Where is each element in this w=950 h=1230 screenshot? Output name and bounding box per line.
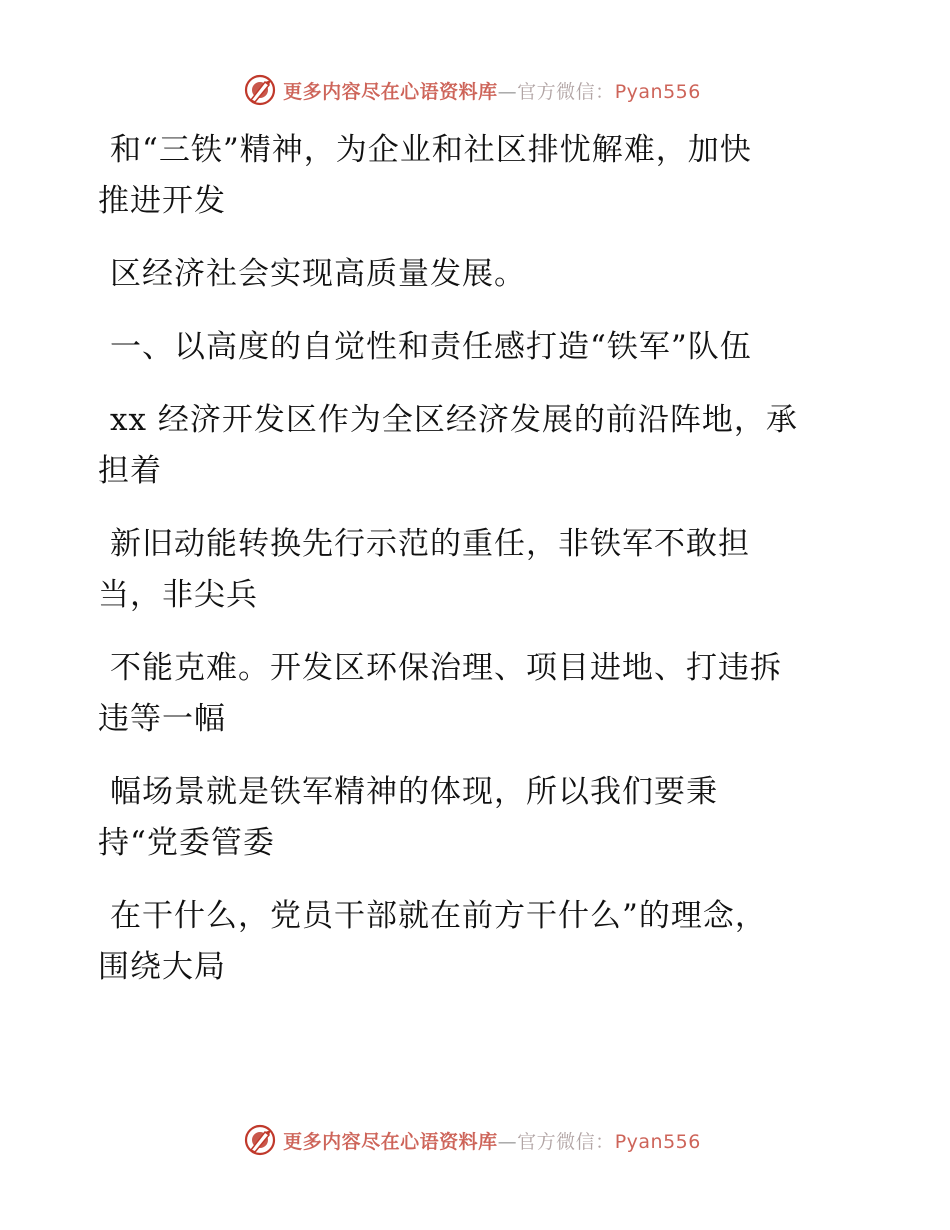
paragraph-line: xx 经济开发区作为全区经济发展的前沿阵地，承 [110, 402, 798, 438]
pen-logo-icon [243, 1123, 277, 1157]
heading-line: 一、以高度的自觉性和责任感打造“铁军”队伍 [110, 329, 752, 365]
paragraph-line: 新旧动能转换先行示范的重任，非铁军不敢担 [110, 526, 750, 562]
document-body [98, 125, 858, 1015]
watermark-label: 官方微信： [517, 80, 615, 103]
paragraph-line: 区经济社会实现高质量发展。 [110, 256, 526, 292]
paragraph-5 [98, 519, 858, 621]
watermark-dash: — [497, 80, 518, 103]
watermark-dash: — [497, 1130, 518, 1153]
paragraph-line: 担着 [98, 453, 162, 489]
watermark-id: Pyan556 [614, 1130, 701, 1153]
paragraph-line: 不能克难。开发区环保治理、项目进地、打违拆 [110, 650, 782, 686]
watermark-content [243, 73, 701, 107]
paragraph-7 [98, 767, 858, 869]
watermark-site: 更多内容尽在心语资料库 [283, 80, 498, 103]
watermark-text [283, 1127, 701, 1154]
watermark-id: Pyan556 [614, 80, 701, 103]
watermark-site: 更多内容尽在心语资料库 [283, 1130, 498, 1153]
paragraph-line: 违等一幅 [98, 701, 226, 737]
paragraph-line: 当，非尖兵 [98, 577, 258, 613]
paragraph-8 [98, 891, 858, 993]
header-watermark [0, 70, 950, 110]
watermark-label: 官方微信： [517, 1130, 615, 1153]
paragraph-6 [98, 643, 858, 745]
paragraph-line: 在干什么，党员干部就在前方干什么”的理念， [110, 898, 767, 934]
paragraph-line: 围绕大局 [98, 949, 226, 985]
watermark-content [243, 1123, 701, 1157]
watermark-text [283, 77, 701, 104]
pen-logo-icon [243, 73, 277, 107]
paragraph-1 [98, 125, 858, 227]
paragraph-line: 推进开发 [98, 183, 226, 219]
paragraph-4 [98, 395, 858, 497]
paragraph-2 [98, 249, 858, 300]
paragraph-line: 幅场景就是铁军精神的体现，所以我们要秉 [110, 774, 718, 810]
section-heading-1 [98, 322, 858, 373]
paragraph-line: 和“三铁”精神，为企业和社区排忧解难，加快 [110, 132, 752, 168]
paragraph-line: 持“党委管委 [98, 825, 275, 861]
footer-watermark [0, 1120, 950, 1160]
